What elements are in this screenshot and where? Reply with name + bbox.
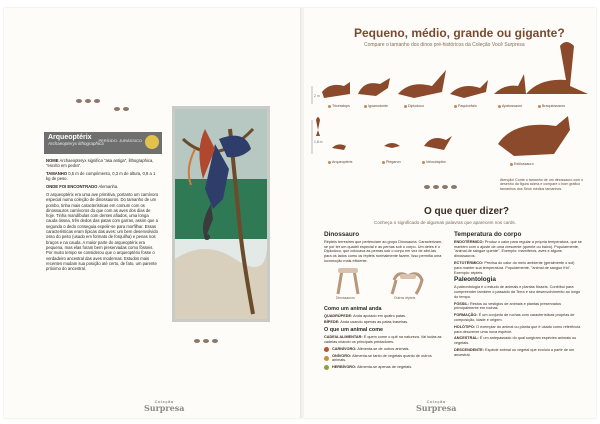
archaeopteryx-illustration bbox=[172, 106, 270, 322]
holotipo-definition: HOLÓTIPO: O exemplar do animal ou planta que é usado como referência para descrever uma nova espécie. bbox=[454, 324, 581, 334]
section-title: O que quer dizer? bbox=[424, 206, 510, 217]
carnivoro-row: CARNÍVORO: Alimenta-se de outros animais. bbox=[324, 347, 444, 352]
styracosaurus-icon bbox=[498, 116, 570, 156]
collection-logo: Coleção Surpresa bbox=[416, 399, 457, 413]
ectotermico-definition: ECTOTÉRMICO: Precisa do calor do meio ambiente (geralmente o sol) para manter sua temperatura. Popularmente, "animal de sangue frio". Exemplo: répteis. bbox=[454, 260, 575, 275]
section-subtitle: Conheça o significado de algumas palavras que aparecem nos cards. bbox=[374, 220, 516, 225]
heading-como-anda: Como um animal anda bbox=[324, 305, 382, 312]
dino-label: Paquicefalo bbox=[454, 104, 477, 108]
paleontologia-definition: A paleontologia é o estudo de animais e plantas fósseis. Contribui para compreender também o passado da Terra e seu desenvolvimento ao longo do tempo. bbox=[454, 285, 581, 299]
heading-dinossauro: Dinossauro bbox=[324, 231, 360, 238]
card-line: TAMANHO 0,5 m de comprimento, 0,3 m de altura, 0,8 a 1 kg de peso. bbox=[46, 171, 156, 182]
card-subtitle: Archaeopteryx lithographica bbox=[48, 141, 104, 146]
glossary-right-column bbox=[454, 230, 582, 360]
quadrupede-definition: QUADRÚPEDE: Anda apoiado em quatro patas. bbox=[324, 313, 407, 318]
heading-como-come: O que um animal come bbox=[324, 327, 384, 334]
dino-label: Arqueoptérix bbox=[328, 160, 352, 164]
right-page bbox=[304, 8, 596, 418]
page-title: Pequeno, médio, grande ou gigante? bbox=[354, 26, 565, 40]
card-body bbox=[44, 154, 162, 271]
heading-temperatura: Temperatura do corpo bbox=[454, 231, 522, 238]
footprints-icon bbox=[194, 338, 221, 345]
dino-size-comparison bbox=[304, 8, 596, 178]
card-line: NOME Archaeopteryx significa "asa antiga", lithographica, "escrito em pedra". bbox=[46, 158, 154, 169]
scale-label: 2 m bbox=[314, 94, 320, 98]
triceratops-icon bbox=[322, 82, 350, 98]
endotermico-definition: ENDOTÉRMICO: Produz o calor para regular a própria temperatura, que se mantém com o ajuste de uma crescente (quente ou baixo). Popularmente, "animal de sangue quente". Exemplo: mamíferos, aves e alguns dinossauros. bbox=[454, 239, 582, 259]
dino-label: Triceratops bbox=[328, 104, 350, 108]
bipede-definition: BÍPEDE: Anda usando apenas as patas traseiras. bbox=[324, 320, 409, 325]
fossil-definition: FÓSSIL: Restos ou vestígios de animais e plantas preservados principalmente em rochas. bbox=[454, 301, 562, 311]
onivoro-row: ONÍVORO: Alimenta-se tanto de vegetais quanto de outros animais. bbox=[324, 354, 444, 364]
dino-label: Ptegaron bbox=[382, 160, 401, 164]
archaeopteryx-small-icon bbox=[332, 144, 346, 150]
omnivore-dot-icon bbox=[324, 356, 329, 361]
velociraptor-icon bbox=[424, 136, 452, 150]
pachycephalosaurus-icon bbox=[450, 80, 488, 98]
glossary-left-column bbox=[324, 230, 444, 372]
page-subtitle: Compare o tamanho dos dinos pré-históricos da Coleção Você Surpresa bbox=[364, 42, 525, 48]
card-header bbox=[44, 132, 162, 154]
herbivore-dot-icon bbox=[324, 365, 329, 370]
collection-logo: Coleção Surpresa bbox=[144, 399, 185, 413]
left-page bbox=[4, 8, 304, 418]
dinossauro-definition: Répteis terrestres que pertenciam ao grupo Dinosauria. Caracterizam-se por ter um quadril especial e as pernas sob o corpo. Um deles é o Diplodoco, que colocava as pernas sob o corpo em vez de abri-las para os lados como os répteis normalmente fazem. Isso permitia uma locomoção mais eficiente. bbox=[324, 239, 443, 263]
footprints-icon bbox=[76, 98, 103, 105]
leg-posture-icon bbox=[324, 266, 444, 296]
formacao-definition: FORMAÇÃO: É um conjunto de rochas com características próprias de composição, idade e origem. bbox=[454, 313, 575, 322]
dino-label: Iguanodonte bbox=[364, 104, 388, 108]
dino-label: Diplodoco bbox=[404, 104, 424, 108]
archaeopteryx-icon bbox=[175, 109, 267, 319]
scale-label: 1,8 m bbox=[314, 140, 323, 144]
dino-info-card bbox=[44, 132, 162, 352]
carnivore-dot-icon bbox=[324, 347, 329, 352]
apatosaurus-icon bbox=[494, 74, 526, 94]
card-title: Arqueoptérix bbox=[48, 134, 92, 141]
footprints-icon bbox=[424, 184, 460, 191]
footprints-icon bbox=[114, 106, 132, 113]
descendente-definition: DESCENDENTE: Espécie animal ou vegetal que evoluiu a partir de um ancestral. bbox=[454, 347, 575, 357]
dino-label: Braquiossauro bbox=[538, 104, 565, 108]
dino-label: Velocirápitor bbox=[422, 160, 446, 164]
diplodocus-icon bbox=[398, 70, 446, 98]
herbivoro-row: HERBÍVORO: Alimenta-se apenas de vegetais. bbox=[324, 365, 444, 370]
period-label: PERÍODO: JURÁSSICO bbox=[98, 138, 142, 143]
period-badge-icon bbox=[145, 135, 159, 149]
leg-caption: Dinossauros bbox=[336, 295, 355, 300]
iguanodon-icon bbox=[358, 78, 390, 96]
attention-note: Atenção! Conte o tamanho de um dinossauro com o desenho da figura acima e compare o bom gráfico tamanhos dos Seus médios tamanhos. bbox=[500, 178, 584, 191]
leg-posture-diagram bbox=[324, 266, 444, 304]
leg-caption: Outros répteis bbox=[394, 295, 416, 300]
heading-paleontologia: Paleontologia bbox=[454, 276, 496, 284]
dino-label: Estilossauro bbox=[510, 162, 534, 166]
cadeia-definition: CADEIA ALIMENTAR: É quem come o quê na natureza. Vai todas as cadeias criando os principais predadores. bbox=[324, 334, 442, 344]
ancestral-definition: ANCESTRAL: É um antepassado do qual surgiram espécies animais ou vegetais. bbox=[454, 336, 577, 346]
human-silhouette-icon bbox=[316, 117, 320, 136]
card-line: ONDE FOI ENCONTRADO Alemanha. bbox=[46, 184, 119, 190]
brachiosaurus-icon bbox=[526, 42, 588, 94]
card-description: O arqueoptérix era uma ave primitiva, portanto um carnívoro especial numa coleção de dinossauros. Do tamanho de um pombo, tinha mais características em comum com os dinossauros carnívoros do que com as aves dos dias de hoje. Tinha mandíbulas com dentes afiados, uma longa cauda óssea, três dedos das patas com garras, assim que a segunda o dedo conseguia expelir-se para morfilhar. Essas características eram típicas das aves: um bem desenvolvido osso do peito (usado em formato de forquilha) e penas nos braços e na cauda. A maior parte do arqueoptérix era pequena, mas elas foram bem preservadas como fósseis. Por muito tempo se considerou que o arqueoptérix fosse o verdadeiro ancestral das aves modernas. Estudos mais recentes mudam sua posição até certo, de fato, um parente próximo do ancestral. bbox=[46, 191, 159, 272]
dino-label: Apatossauro bbox=[498, 104, 522, 108]
pteranodon-icon bbox=[384, 143, 400, 148]
